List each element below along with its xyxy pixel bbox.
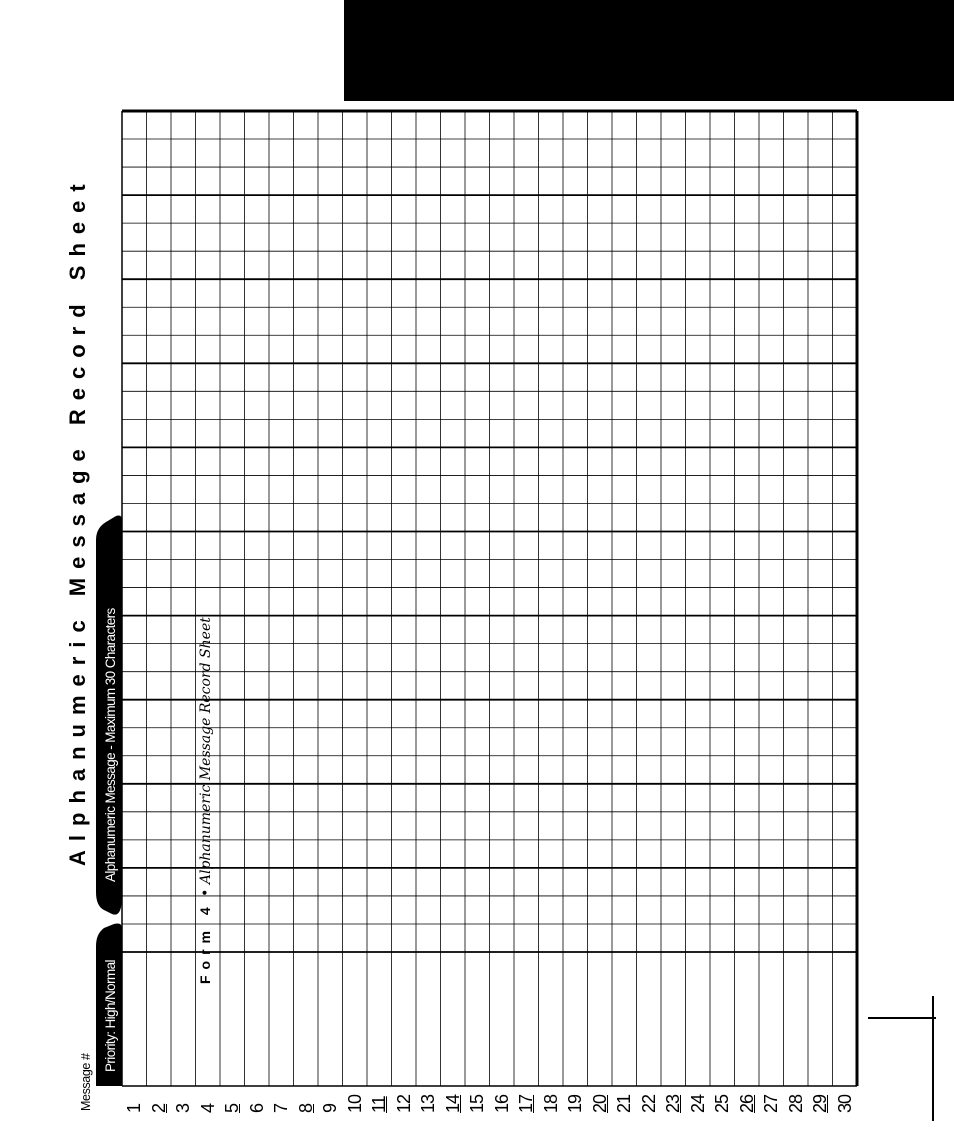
message-number-25: 25 <box>712 1094 733 1113</box>
message-number-30: 30 <box>834 1094 855 1113</box>
message-number-26: 26 <box>736 1094 757 1113</box>
message-number-14: 14 <box>442 1094 463 1113</box>
message-number-20: 20 <box>589 1094 610 1113</box>
message-number-12: 12 <box>393 1094 414 1113</box>
form-subtitle: Alphanumeric Message Record Sheet <box>198 617 214 885</box>
message-number-8: 8 <box>295 1103 316 1113</box>
message-number-4: 4 <box>197 1103 218 1113</box>
message-number-label: Message # <box>79 1053 93 1111</box>
message-number-13: 13 <box>418 1094 439 1113</box>
message-number-7: 7 <box>271 1103 292 1113</box>
message-number-24: 24 <box>687 1094 708 1113</box>
message-number-6: 6 <box>246 1103 267 1113</box>
priority-column-label: Priority: High/Normal <box>103 960 118 1072</box>
message-number-18: 18 <box>540 1094 561 1113</box>
message-number-23: 23 <box>663 1094 684 1113</box>
message-number-28: 28 <box>785 1094 806 1113</box>
message-number-2: 2 <box>148 1103 169 1113</box>
message-number-29: 29 <box>810 1094 831 1113</box>
sheet-title: Alphanumeric Message Record Sheet <box>65 175 90 866</box>
message-number-16: 16 <box>491 1094 512 1113</box>
message-number-27: 27 <box>761 1094 782 1113</box>
message-number-9: 9 <box>320 1103 341 1113</box>
message-number-21: 21 <box>614 1094 635 1113</box>
corner-rule-horizontal <box>868 1017 936 1019</box>
form-separator: • <box>198 888 214 897</box>
message-number-1: 1 <box>124 1103 145 1113</box>
message-number-5: 5 <box>222 1103 243 1113</box>
form-caption <box>196 617 215 984</box>
message-number-11: 11 <box>369 1096 390 1113</box>
message-number-19: 19 <box>565 1094 586 1113</box>
message-number-22: 22 <box>638 1094 659 1113</box>
message-number-10: 10 <box>344 1094 365 1113</box>
message-number-17: 17 <box>516 1094 537 1113</box>
message-number-15: 15 <box>467 1094 488 1113</box>
corner-rule-vertical <box>932 996 934 1121</box>
form-label: Form 4 <box>197 901 213 984</box>
message-number-3: 3 <box>173 1103 194 1113</box>
message-column-label: Alphanumeric Message - Maximum 30 Characters <box>103 608 118 882</box>
